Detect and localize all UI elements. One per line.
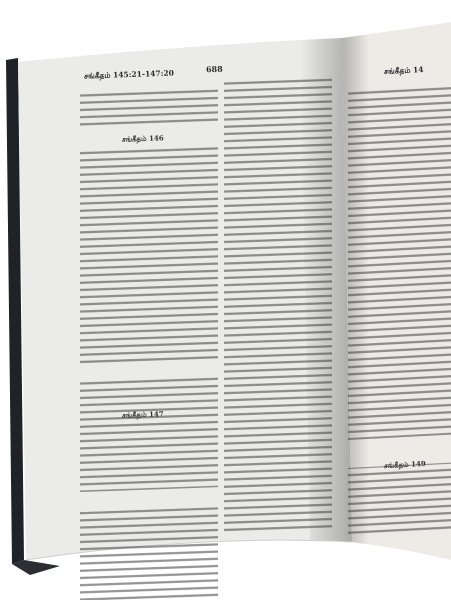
left-running-head: சங்கீதம் 145:21-147:20 bbox=[83, 68, 175, 81]
section-heading-149: சங்கீதம் 149 bbox=[383, 458, 426, 471]
right-page-text bbox=[348, 85, 451, 538]
left-page-column-1-text bbox=[80, 87, 218, 600]
section-heading-147: சங்கீதம் 147 bbox=[121, 409, 164, 420]
cover-edge bbox=[12, 560, 60, 575]
left-page-number: 688 bbox=[205, 63, 223, 75]
right-running-head: சங்கீதம் 14 bbox=[383, 64, 424, 77]
section-heading-146: சங்கீதம் 146 bbox=[121, 133, 164, 144]
left-page-column-2-text bbox=[224, 76, 332, 532]
